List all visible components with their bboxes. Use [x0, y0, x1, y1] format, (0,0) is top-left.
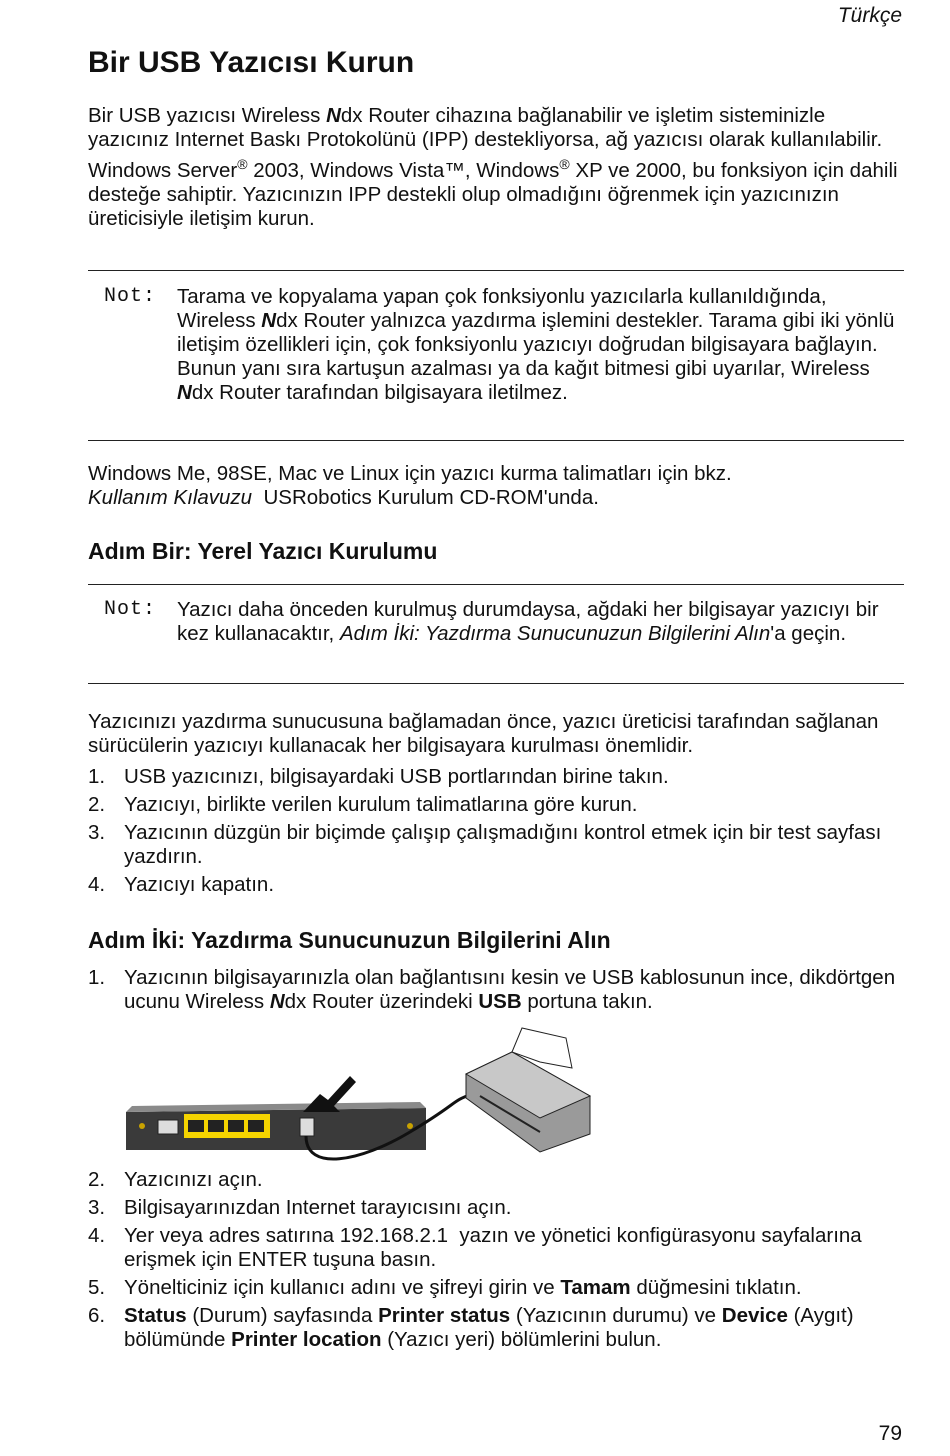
intro-paragraph: Bir USB yazıcısı Wireless Ndx Router cihazına bağlanabilir ve işletim sisteminizle yazıcınız Internet Baskı Protokolünü (IPP) destekliyorsa, ağ yazıcısı olarak kullanılabilir. Windows Server® 2003, Windows Vista™, Windows® XP ve 2000, bu fonksiyon için dahili desteğe sahiptir. Yazıcınızın IPP destekli olup olmadığını öğrenmek için yazıcınızın üreticisiyle iletişim kurun.	[88, 104, 898, 230]
divider	[88, 440, 904, 441]
divider	[88, 584, 904, 585]
list-item: 4. Yer veya adres satırına 192.168.2.1 yazın ve yönetici konfigürasyonu sayfalarına erişmek için ENTER tuşuna basın.	[88, 1224, 868, 1271]
page-number: 79	[878, 1422, 902, 1445]
list-item: 1. USB yazıcınızı, bilgisayardaki USB portlarından birine takın.	[88, 765, 669, 788]
router-printer-illustration	[120, 1022, 600, 1170]
list-item: 5. Yönelticiniz için kullanıcı adını ve şifreyi girin ve Tamam düğmesini tıklatın.	[88, 1276, 802, 1299]
page-title: Bir USB Yazıcısı Kurun	[88, 46, 415, 79]
note-text: Yazıcı daha önceden kurulmuş durumdaysa, ağdaki her bilgisayar yazıcıyı bir kez kullanacaktır, Adım İki: Yazdırma Sunucunuzun Bilgilerini Alın'a geçin.	[177, 598, 879, 645]
language-label: Türkçe	[837, 4, 902, 27]
note-text: Tarama ve kopyalama yapan çok fonksiyonlu yazıcılarla kullanıldığında, Wireless Ndx Router yalnızca yazdırma işlemini destekler. Tarama gibi iki yönlü iletişim özellikleri için, çok fonksiyonlu yazıcıyı doğrudan bilgisayara bağlayın. Bunun yanı sıra kartuşun azalması ya da kağıt bitmesi gibi uyarılar, Wireless Ndx Router tarafından bilgisayara iletilmez.	[177, 285, 895, 404]
list-item: 3. Bilgisayarınızdan Internet tarayıcısını açın.	[88, 1196, 512, 1219]
step1-list	[88, 765, 908, 901]
step1-heading: Adım Bir: Yerel Yazıcı Kurulumu	[88, 538, 438, 564]
list-item: 3. Yazıcının düzgün bir biçimde çalışıp çalışmadığını kontrol etmek için bir test sayfası yazdırın.	[88, 821, 882, 868]
list-item: 4. Yazıcıyı kapatın.	[88, 873, 275, 896]
list-item: 1. Yazıcının bilgisayarınızla olan bağlantısını kesin ve USB kablosunun ince, dikdörtgen ucunu Wireless Ndx Router üzerindeki USB portuna takın.	[88, 966, 896, 1013]
step2-list-a	[88, 966, 908, 1018]
divider	[88, 683, 904, 684]
note-label: Not:	[104, 285, 157, 308]
list-item: 2. Yazıcıyı, birlikte verilen kurulum talimatlarına göre kurun.	[88, 793, 638, 816]
other-os-paragraph: Windows Me, 98SE, Mac ve Linux için yazıcı kurma talimatları için bkz. Kullanım Kılavuzu USRobotics Kurulum CD-ROM'unda.	[88, 462, 732, 509]
list-item: 2. Yazıcınızı açın.	[88, 1168, 263, 1191]
step2-heading: Adım İki: Yazdırma Sunucunuzun Bilgilerini Alın	[88, 927, 611, 953]
step1-paragraph: Yazıcınızı yazdırma sunucusuna bağlamadan önce, yazıcı üreticisi tarafından sağlanan sürücülerin yazıcıyı kullanacak her bilgisayara kurulması önemlidir.	[88, 710, 879, 757]
divider	[88, 270, 904, 271]
note-label: Not:	[104, 598, 157, 621]
list-item: 6. Status (Durum) sayfasında Printer status (Yazıcının durumu) ve Device (Aygıt) bölümünde Printer location (Yazıcı yeri) bölümlerini bulun.	[88, 1304, 854, 1351]
step2-list-b	[88, 1168, 908, 1356]
